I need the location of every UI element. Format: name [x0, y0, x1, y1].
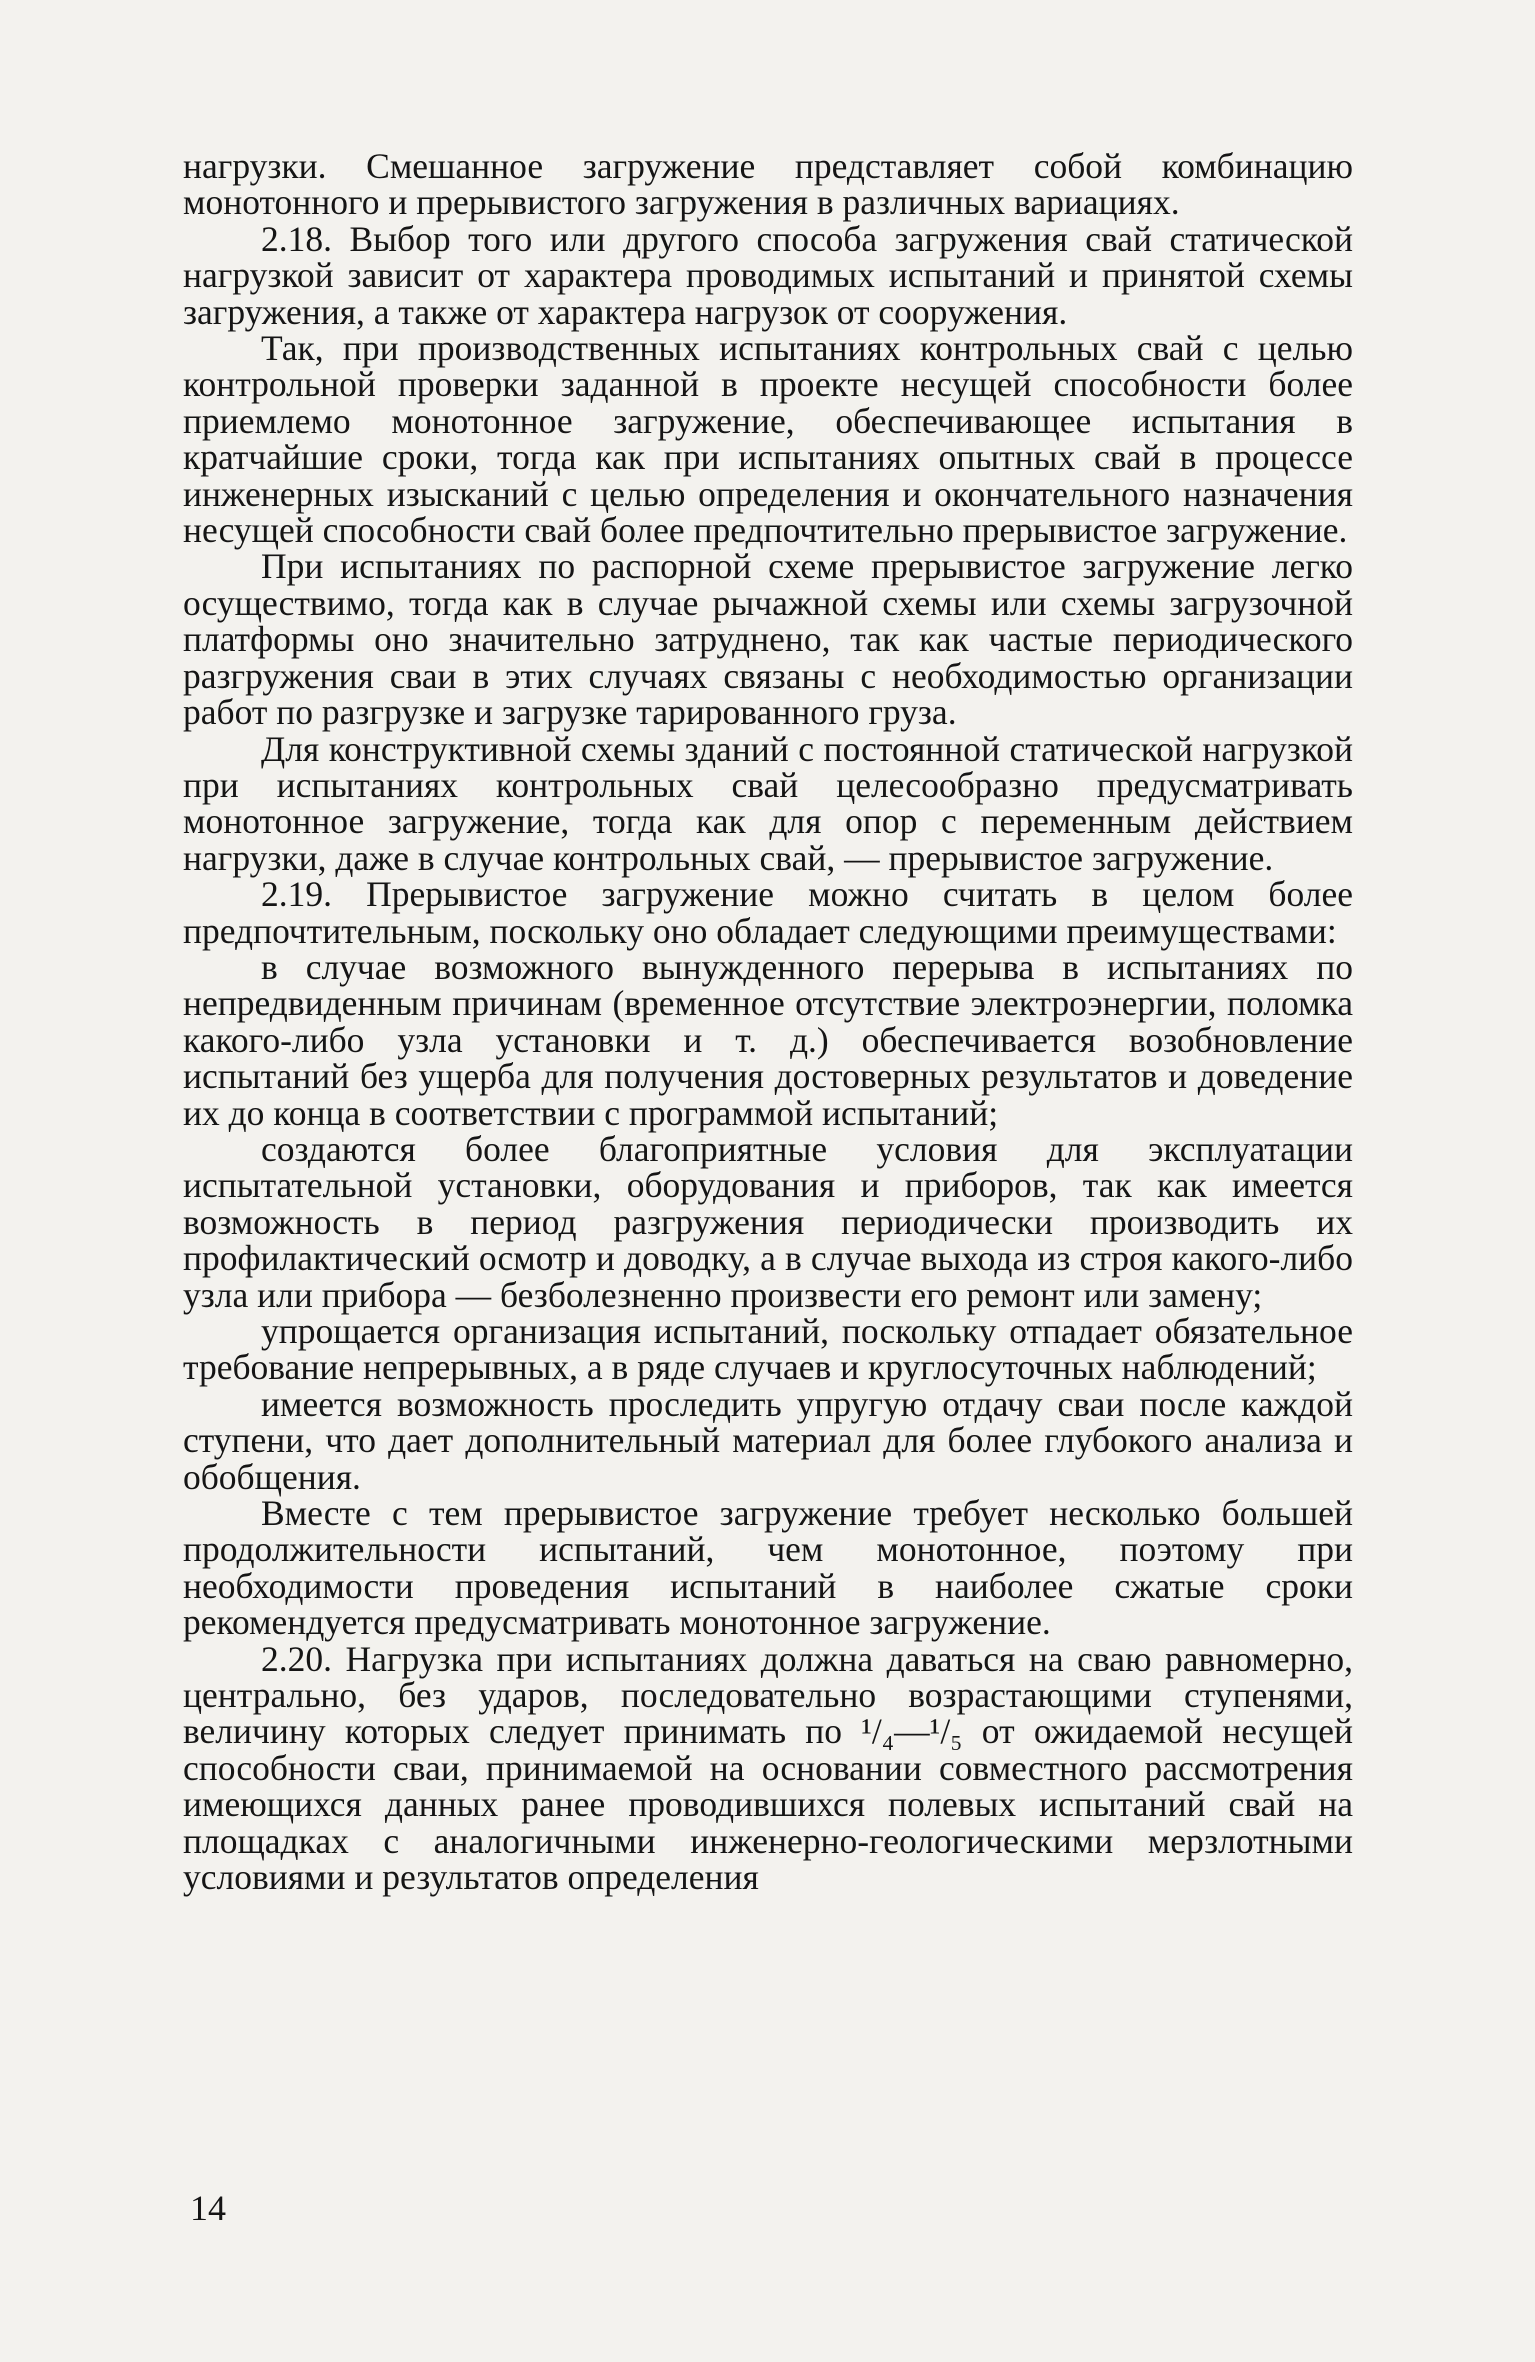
body-text [183, 148, 1353, 1896]
page-number: 14 [190, 2188, 226, 2228]
advantage-item-4: имеется возможность проследить упругую отдачу сваи после каждой ступени, что дает дополнительный материал для более глубокого анализа и обобщения. [183, 1383, 1353, 1497]
paragraph-duration-note: Вместе с тем прерывистое загружение требует несколько большей продолжительности испытаний, чем монотонное, поэтому при необходимости проведения испытаний в наиболее сжатые сроки рекомендуется предусматривать монотонное загружение. [183, 1493, 1353, 1643]
paragraph-continuation: нагрузки. Смешанное загружение представляет собой комбинацию монотонного и прерывистого загружения в различных вариациях. [183, 146, 1353, 223]
paragraph-2-18: 2.18. Выбор того или другого способа загружения свай статической нагрузкой зависит от характера проводимых испытаний и принятой схемы загружения, а также от характера нагрузок от сооружения. [183, 218, 1353, 332]
paragraph-spacer-scheme: При испытаниях по распорной схеме прерывистое загружение легко осуществимо, тогда как в случае рычажной схемы или схемы загрузочной платформы оно значительно затруднено, так как частые периодического разгружения сваи в этих случаях связаны с необходимостью организации работ по разгрузке и загрузке тарированного груза. [183, 546, 1353, 733]
advantage-item-1: в случае возможного вынужденного перерыва в испытаниях по непредвиденным причинам (временное отсутствие электроэнергии, поломка какого-либо узла установки и т. д.) обеспечивается возобновление испытаний без ущерба для получения достоверных результатов и доведение их до конца в соответствии с программой испытаний; [183, 946, 1353, 1133]
advantage-item-3: упрощается организация испытаний, поскольку отпадает обязательное требование непрерывных, а в ряде случаев и круглосуточных наблюдений; [183, 1311, 1353, 1388]
paragraph-control-piles: Так, при производственных испытаниях контрольных свай с целью контрольной проверки заданной в проекте несущей способности более приемлемо монотонное загружение, обеспечивающее испытания в кратчайшие сроки, тогда как при испытаниях опытных свай в процессе инженерных изысканий с целью определения и окончательного назначения несущей способности свай более предпочтительно прерывистое загружение. [183, 328, 1353, 551]
paragraph-constructive-scheme: Для конструктивной схемы зданий с постоянной статической нагрузкой при испытаниях контрольных свай целесообразно предусматривать монотонное загружение, тогда как для опор с переменным действием нагрузки, даже в случае контрольных свай, — прерывистое загружение. [183, 728, 1353, 878]
paragraph-2-20: 2.20. Нагрузка при испытаниях должна даваться на сваю равномерно, центрально, без ударов, последовательно возрастающими ступенями, величину которых следует принимать по ¹/₄—¹/₅ от ожидаемой несущей способности сваи, принимаемой на основании совместного рассмотрения имеющихся данных ранее проводившихся полевых испытаний свай на площадках с аналогичными инженерно-геологическими мерзлотными условиями и результатов определения [183, 1638, 1353, 1898]
advantage-item-2: создаются более благоприятные условия для эксплуатации испытательной установки, оборудования и приборов, так как имеется возможность в период разгружения периодически производить их профилактический осмотр и доводку, а в случае выхода из строя какого-либо узла или прибора — безболезненно произвести его ремонт или замену; [183, 1128, 1353, 1315]
paragraph-2-19: 2.19. Прерывистое загружение можно считать в целом более предпочтительным, поскольку оно обладает следующими преимуществами: [183, 874, 1353, 951]
